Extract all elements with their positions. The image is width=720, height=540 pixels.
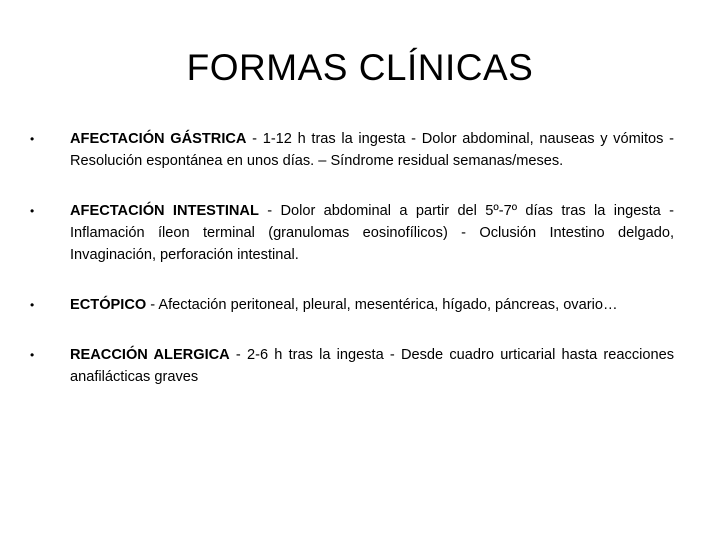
bullet-item-intestinal — [30, 200, 674, 266]
bullet-item-ectopic — [30, 294, 674, 316]
slide-title: FORMAS CLÍNICAS — [186, 47, 534, 88]
bullet-item-gastric — [30, 128, 674, 172]
bullet-term: REACCIÓN ALERGICA — [70, 347, 230, 363]
bullet-dot-icon: • — [30, 132, 35, 146]
bullet-dot-icon: • — [30, 204, 35, 218]
bullet-term: ECTÓPICO — [70, 297, 147, 313]
bullet-dot-icon: • — [30, 348, 35, 362]
bullet-term: AFECTACIÓN GÁSTRICA — [70, 131, 247, 147]
bullet-item-allergic — [30, 344, 674, 388]
bullet-text: - Afectación peritoneal, pleural, mesentérica, hígado, páncreas, ovario… — [146, 297, 618, 313]
bullet-text: - 2-6 h tras la ingesta - Desde cuadro urticarial hasta reacciones anafilácticas graves — [70, 347, 675, 385]
bullet-term: AFECTACIÓN INTESTINAL — [70, 203, 259, 219]
bullet-list — [30, 128, 674, 388]
bullet-dot-icon: • — [30, 298, 35, 312]
bullet-text: - Dolor abdominal a partir del 5º-7º días tras la ingesta - Inflamación íleon terminal (granulomas eosinofílicos) - Oclusión Intestino delgado, Invaginación, perforación intestinal. — [70, 203, 674, 263]
bullet-text: - 1-12 h tras la ingesta - Dolor abdominal, nauseas y vómitos - Resolución espontánea en unos días. – Síndrome residual semanas/meses. — [70, 131, 674, 169]
